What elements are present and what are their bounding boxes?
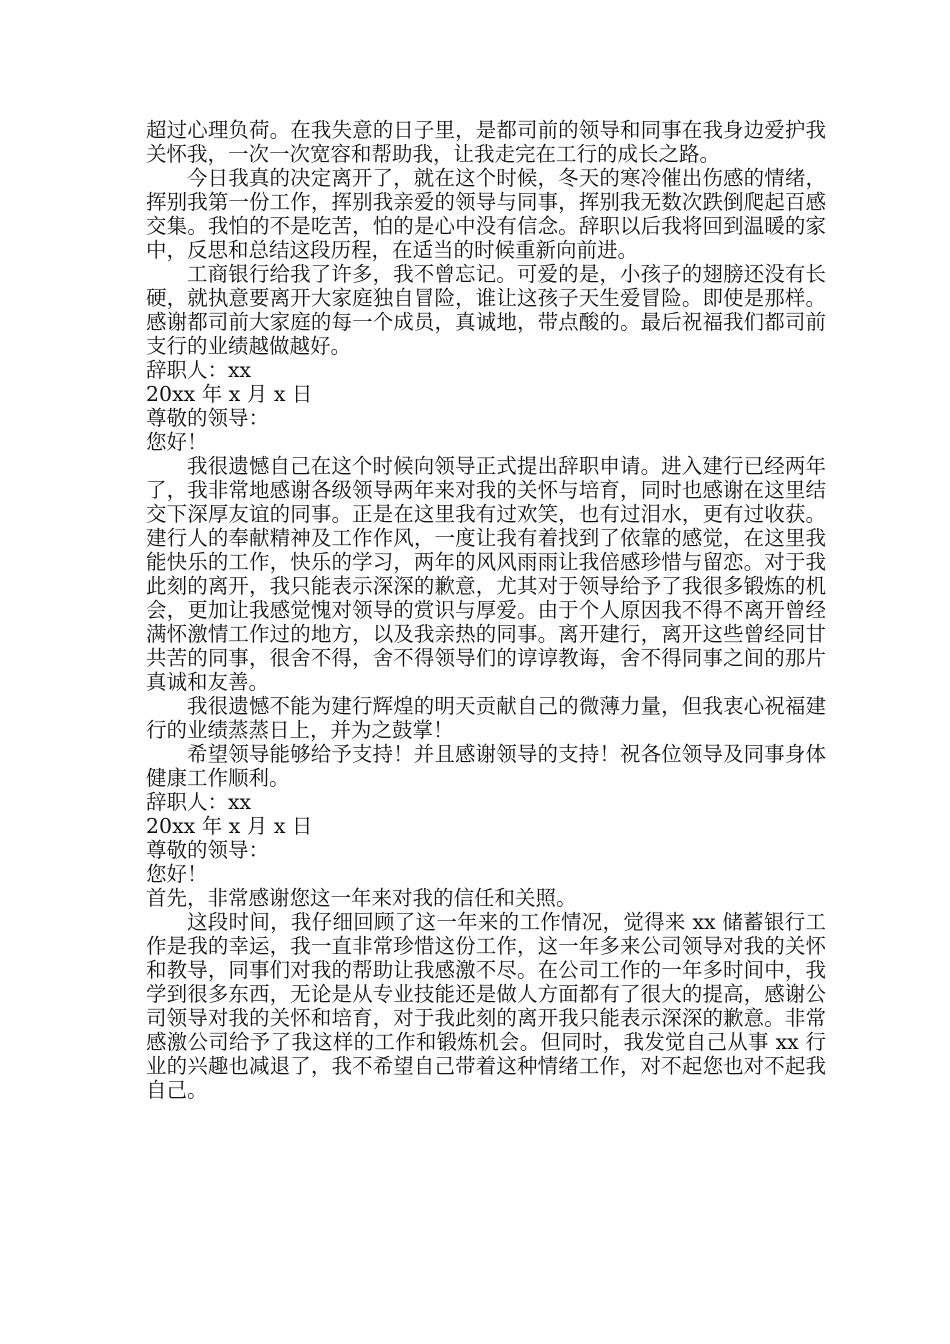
paragraph-savings-bank: 这段时间，我仔细回顾了这一年来的工作情况，觉得来 xx 储蓄银行工作是我的幸运，我一直非常珍惜这份工作，这一年多来公司领导对我的关怀和教导，同事们对我的帮助让我感激不尽。在公司工作的一年多时间中，我学到很多东西，无论是从专业技能还是做人方面都有了很大的提高，感谢公司领导对我的关怀和培育，对于我此刻的离开我只能表示深深的歉意。非常感激公司给予了我这样的工作和锻炼机会。但同时，我发觉自己从事 xx 行业的兴趣也减退了，我不希望自己带着这种情绪工作，对不起您也对不起我自己。 bbox=[146, 910, 826, 1102]
signature-name: 辞职人：xx bbox=[146, 358, 252, 382]
signature-date: 20xx 年 x 月 x 日 bbox=[146, 382, 313, 406]
salutation: 尊敬的领导： bbox=[146, 838, 269, 862]
paragraph-continuation: 超过心理负荷。在我失意的日子里，是都司前的领导和同事在我身边爱护我关怀我，一次一次宽容和帮助我，让我走完在工行的成长之路。 bbox=[146, 118, 826, 166]
greeting: 您好！ bbox=[146, 862, 208, 886]
greeting: 您好！ bbox=[146, 430, 208, 454]
paragraph-gratitude-icbc: 工商银行给我了许多，我不曾忘记。可爱的是，小孩子的翅膀还没有长硬，就执意要离开大家庭独自冒险，谁让这孩子天生爱冒险。即使是那样。感谢都司前大家庭的每一个成员，真诚地，带点酸的。最后祝福我们都司前支行的业绩越做越好。 bbox=[146, 262, 826, 358]
salutation: 尊敬的领导： bbox=[146, 406, 269, 430]
paragraph-ccb-blessing: 我很遗憾不能为建行辉煌的明天贡献自己的微薄力量，但我衷心祝福建行的业绩蒸蒸日上，并为之鼓掌！ bbox=[146, 694, 826, 742]
signature-date: 20xx 年 x 月 x 日 bbox=[146, 814, 313, 838]
paragraph-ccb-resignation: 我很遗憾自己在这个时候向领导正式提出辞职申请。进入建行已经两年了，我非常地感谢各级领导两年来对我的关怀与培育，同时也感谢在这里结交下深厚友谊的同事。正是在这里我有过欢笑，也有过泪水，更有过收获。建行人的奉献精神及工作作风，一度让我有着找到了依靠的感觉，在这里我能快乐的工作，快乐的学习，两年的风风雨雨让我倍感珍惜与留恋。对于我此刻的离开，我只能表示深深的歉意，尤其对于领导给予了我很多锻炼的机会，更加让我感觉愧对领导的赏识与厚爱。由于个人原因我不得不离开曾经满怀激情工作过的地方，以及我亲热的同事。离开建行，离开这些曾经同甘共苦的同事，很舍不得，舍不得领导们的谆谆教诲，舍不得同事之间的那片真诚和友善。 bbox=[146, 454, 826, 694]
paragraph-leaving-decision: 今日我真的决定离开了，就在这个时候，冬天的寒冷催出伤感的情绪，挥别我第一份工作，挥别我亲爱的领导与同事，挥别我无数次跌倒爬起百感交集。我怕的不是吃苦，怕的是心中没有信念。辞职以后我将回到温暖的家中，反思和总结这段历程，在适当的时候重新向前进。 bbox=[146, 166, 826, 262]
paragraph-ccb-support: 希望领导能够给予支持！并且感谢领导的支持！祝各位领导及同事身体健康工作顺利。 bbox=[146, 742, 826, 790]
signature-name: 辞职人：xx bbox=[146, 790, 252, 814]
paragraph-thanks: 首先，非常感谢您这一年来对我的信任和关照。 bbox=[146, 886, 577, 910]
document-body bbox=[146, 118, 826, 1102]
